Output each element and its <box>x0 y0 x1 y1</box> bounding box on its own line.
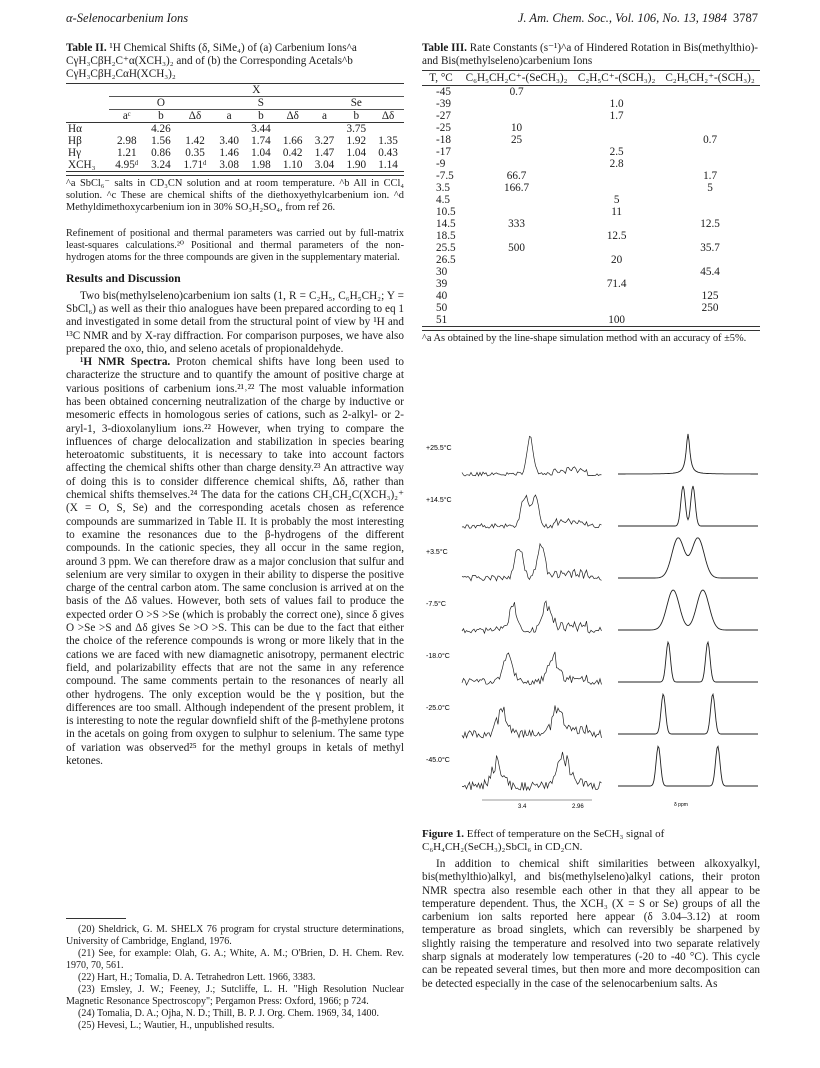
nmr-paragraph-text: Proton chemical shifts have long been used to characterize the structure and to quantify the amount of positive charge at various positions of carbenium ions.²¹˒²² The most valuable information has been obtained concerning neutralization of the charge by inductive or mesomeric effects in homologous series of cations, such as 2-alkyl- or 2-aryl-1, 3-dioxolanylium ions.²² However, when trying to compare the influences of charge delocalization and stabilization in species bearing heteroatomic substituents, it is necessary to take into account factors affecting the chemical shifts other than charge density.²³ An attractive way of doing this is to consider difference chemical shifts, Δδ, rather than chemical shifts themselves.²⁴ The data for the cations CH₃CH₂C(XCH₃)₂⁺ (X = O, S, Se) and the corresponding acetals chosen as reference compounds are summarized in Table II. It is probably the most interesting to examine the resonances due to the β-hydrogens of the different compounds. In the cationic species, they all occur in the same region, around 3 ppm. We can therefore draw as a major conclusion that sulfur and selenium are very similar to oxygen in their ability to disperse the positive charge of the central carbon atom. The same conclusion is arrived at on the basis of the Δδ values. However, both sets of values fail to produce the expected order O >S >Se (which is probably the correct one), since δ gives O >Se >S and Δδ gives Se >O >S. This can be due to the fact that either the choice of the reference compounds is wrong or more likely that in the cations we are faced with new diamagnetic anisotropy, permanent electric field, and polarizability effects that are not the same in any reference compound. The same comments pertain to the resonances of nearly all other hydrogens. The only exception would be the γ position, but the differences are too small. Although independent of the present problem, it is interesting to note the regular downfield shift of the β-methylene protons in the acetals on going from oxygen to sulphur to selenium. The same type of variation was observed²⁵ for the methyl groups in ketals of methyl ketones. <box>66 356 405 767</box>
table3-rate <box>460 158 573 170</box>
table3-rate: 5 <box>707 182 713 194</box>
table3-rate <box>660 206 760 218</box>
table3-rate <box>460 194 573 206</box>
table2-row-label: Hα <box>68 123 82 135</box>
table3-column-header: C₆H₅CH₂C⁺-(SeCH₃)₂ <box>460 71 573 86</box>
temperature-label: -18.0°C <box>426 653 450 660</box>
table2-cell: 3.40 <box>219 135 239 147</box>
table2-subheader: Δδ <box>277 110 309 123</box>
table2-group-header: Se <box>309 97 404 110</box>
table3-rate <box>460 254 573 266</box>
table2-cell: 1.04 <box>251 147 271 159</box>
table2-cell: 3.24 <box>145 159 177 172</box>
table3-rate <box>660 314 760 327</box>
table2-footnote: ^a SbCl₆⁻ salts in CD₃CN solution and at room temperature. ^b All in CCl₄ solution. ^c These are chemical shifts of the diethoxyethylcarbenium ion. ^d Methyldimethoxycarbenium ion in 30% SO₃H₂SO₄, from ref 26. <box>66 175 404 214</box>
table3-rate: 1.7 <box>609 110 624 122</box>
table3-row <box>422 242 760 254</box>
table3-rate <box>573 170 660 182</box>
temperature-label: +14.5°C <box>426 497 452 504</box>
table2-cell: 1.46 <box>219 147 239 159</box>
table3-row <box>422 290 760 302</box>
table3-rate <box>660 158 760 170</box>
journal-name: J. Am. Chem. Soc., Vol. 106, No. 13, 1984 <box>517 11 727 25</box>
table3-row <box>422 98 760 110</box>
table3-rate <box>573 86 660 99</box>
table2-cell: 3.08 <box>213 159 245 172</box>
experimental-spectrum <box>462 495 602 528</box>
table3-rate: 1.0 <box>609 98 624 110</box>
table2-group-header: S <box>213 97 308 110</box>
table3-row <box>422 314 760 327</box>
table2-subheader: Δδ <box>177 110 213 123</box>
table2-x-label: X <box>109 84 405 97</box>
table3-temperature: -18 <box>436 134 451 146</box>
table3-temperature: 25.5 <box>436 242 456 254</box>
table3-rate <box>660 254 760 266</box>
experimental-spectrum <box>462 652 602 685</box>
table3-row <box>422 134 760 146</box>
table2-subheader: a <box>213 110 245 123</box>
results-paragraph-2 <box>66 356 404 768</box>
page-number: 3787 <box>733 11 758 25</box>
table3-temperature: 40 <box>436 290 448 302</box>
table3-temperature: 10.5 <box>436 206 456 218</box>
table3-row <box>422 146 760 158</box>
simulated-spectrum <box>618 538 758 578</box>
table3-column-header: C₂H₅C⁺-(SCH₃)₂ <box>573 71 660 86</box>
experimental-spectrum <box>462 752 602 790</box>
figure-caption-text: Effect of temperature on the SeCH₃ signal of C₆H₄CH₂(SeCH₃)₂SbCl₆ in CD₂CN. <box>422 828 665 853</box>
table3-rate <box>660 230 760 242</box>
table2-cell: 0.35 <box>185 147 205 159</box>
table3-rate: 71.4 <box>606 278 627 290</box>
table3-caption-text: Rate Constants (s⁻¹)^a of Hindered Rotation in Bis(methylthio)- and Bis(methylseleno)carbenium Ions <box>422 42 759 67</box>
table3-temperature: -7.5 <box>436 170 454 182</box>
table2-cell: 1.35 <box>378 135 398 147</box>
table2-cell: 4.95ᵈ <box>109 159 145 172</box>
right-body-text <box>422 858 760 991</box>
table3-rate <box>460 266 573 278</box>
table2-cell: 1.10 <box>277 159 309 172</box>
table2-cell <box>309 123 341 136</box>
table3-rate: 5 <box>613 194 620 206</box>
temperature-label: +3.5°C <box>426 549 448 556</box>
table3-footnote: ^a As obtained by the line-shape simulation method with an accuracy of ±5%. <box>422 330 760 345</box>
table3-rate <box>573 122 660 134</box>
table3-rate <box>460 146 573 158</box>
reference-entry: (24) Tomalia, D. A.; Ojha, N. D.; Thill, B. P. J. Org. Chem. 1969, 34, 1400. <box>78 1008 379 1019</box>
table3-temperature: -39 <box>436 98 451 110</box>
table3-rate: 20 <box>611 254 623 266</box>
table3-rate: 500 <box>508 242 525 254</box>
table2-cell: 1.56 <box>151 135 171 147</box>
simulated-spectrum <box>618 486 758 526</box>
table2-cell: 3.44 <box>251 123 271 135</box>
reference-entry: (25) Hevesi, L.; Wautier, H., unpublished results. <box>78 1020 275 1031</box>
table3-temperature: 26.5 <box>436 254 456 266</box>
table2-cell: 1.14 <box>372 159 404 172</box>
table3-temperature: 4.5 <box>436 194 450 206</box>
table3-rate <box>573 266 660 278</box>
right-paragraph: In addition to chemical shift similarities between alkoxyalkyl, bis(methylthio)alkyl, and bis(methylseleno)alkyl cations, their proton NMR spectra also resemble each other in that they all appear to be temperature dependent. Thus, the XCH₃ (X = S or Se) groups of all the carbenium ion salts reported here appear (δ 3.04–3.12) at room temperature as broad singlets, which can reversibly be sharpened by slightly raising the temperature and resolved into two separate relatively sharp signals at moderately low temperatures (-20 to -40 °C). This cycle can be repeated several times, but then more and more decomposition can be detected especially in the case of the selenocarbenium salts. As <box>422 858 760 990</box>
table3-rate: 100 <box>573 314 660 327</box>
table2-subheader: a <box>309 110 341 123</box>
table3-rate: 333 <box>508 218 525 230</box>
table2-caption-text: ¹H Chemical Shifts (δ, SiMe₄) of (a) Carbenium Ions^a CγH₃CβH₂C⁺α(XCH₃)₂ and of (b) the Corresponding Acetals^b CγH₃CβH₂CαH(XCH₃)₂ <box>66 42 357 80</box>
table2-row-label: Hβ <box>68 135 82 147</box>
axis-tick-label: 3.4 <box>518 804 527 810</box>
simulated-spectrum <box>618 590 758 630</box>
table2-subheader: Δδ <box>372 110 404 123</box>
nmr-spectra-figure <box>422 420 760 830</box>
table3-temperature: -45 <box>436 86 451 98</box>
references <box>66 918 404 1032</box>
table3-rate <box>573 134 660 146</box>
table3-temperature: 30 <box>436 266 448 278</box>
table3-row <box>422 110 760 122</box>
axis-tick-label: 2.96 <box>572 804 584 810</box>
table3-rate <box>660 146 760 158</box>
table3-caption <box>422 42 760 68</box>
table3-rate <box>460 98 573 110</box>
left-column <box>66 42 404 768</box>
table3-rate: 12.5 <box>700 218 720 230</box>
table2-row-label: Hγ <box>68 147 82 159</box>
table3-temperature: -17 <box>436 146 451 158</box>
table3-rate: 35.7 <box>700 242 720 254</box>
table2-cell: 0.43 <box>378 147 398 159</box>
table2-cell: 1.92 <box>346 135 367 147</box>
nmr-subheading: ¹H NMR Spectra. <box>80 356 171 369</box>
table2-cell <box>109 123 145 136</box>
table3-column-header: C₂H₅CH₂⁺-(SCH₃)₂ <box>660 71 760 86</box>
table2-cell: 2.98 <box>116 135 137 147</box>
table3-rate: 45.4 <box>700 266 720 278</box>
journal-citation <box>518 11 758 26</box>
table2-cell: 1.66 <box>282 135 303 147</box>
table3-rate <box>660 86 760 99</box>
table3-row <box>422 158 760 170</box>
table2-caption <box>66 42 404 81</box>
table2-row <box>66 159 404 172</box>
table3-temperature: 39 <box>436 278 448 290</box>
table2-cell: 0.42 <box>282 147 303 159</box>
table2-subheader: b <box>340 110 372 123</box>
simulated-spectrum <box>618 746 758 786</box>
temperature-label: +25.5°C <box>426 445 452 452</box>
table3-temperature: 18.5 <box>436 230 456 242</box>
experimental-spectrum <box>462 544 602 581</box>
reference-entry: (21) See, for example: Olah, G. A.; White, A. M.; O'Brien, D. H. Chem. Rev. 1970, 70, 561. <box>66 948 404 971</box>
table3-rate: 166.7 <box>503 182 530 194</box>
table3-row <box>422 302 760 314</box>
table3-rate: 66.7 <box>506 170 527 182</box>
table3-rate <box>460 278 573 290</box>
table2-row-label: XCH₃ <box>66 159 109 172</box>
temperature-label: -7.5°C <box>426 601 446 608</box>
table3-rate: 250 <box>701 302 719 314</box>
simulated-spectrum <box>618 434 758 474</box>
table3-row <box>422 194 760 206</box>
table3-rate <box>460 206 573 218</box>
table3 <box>422 70 760 327</box>
table2-subheader: aᶜ <box>109 110 145 123</box>
table2-subheader: b <box>245 110 277 123</box>
experimental-spectrum <box>462 436 602 476</box>
table3-row <box>422 122 760 134</box>
table3-rate <box>460 314 573 327</box>
table2-cell <box>372 123 404 136</box>
table3-rate: 0.7 <box>703 134 718 146</box>
axis-unit-label: δ ppm <box>674 802 688 808</box>
table3-rate <box>660 278 760 290</box>
section-heading: Results and Discussion <box>66 270 181 285</box>
table2-cell: 1.74 <box>251 135 271 147</box>
table2-cell <box>213 123 245 136</box>
table3-rate <box>573 302 660 314</box>
table3-rate <box>573 182 660 194</box>
table3-rate <box>573 290 660 302</box>
table2-cell: 0.86 <box>151 147 171 159</box>
table3-row <box>422 218 760 230</box>
table3-rate <box>573 218 660 230</box>
table3-rate: 12.5 <box>606 230 627 242</box>
table2-cell <box>277 123 309 136</box>
table3-temperature: 51 <box>422 314 460 327</box>
table3-rate: 11 <box>611 206 623 218</box>
table2-cell: 1.42 <box>185 135 205 147</box>
table2-cell: 3.04 <box>309 159 341 172</box>
table3-rate <box>660 194 760 206</box>
table3-row <box>422 278 760 290</box>
results-paragraph-1: Two bis(methylseleno)carbenium ion salts (1, R = C₂H₅, C₆H₅CH₂; Y = SbCl₆) as well as their thio analogues have been prepared according to eq 1 and investigated in some detail from the structural point of view by ¹H and ¹³C NMR and by X-ray diffraction. For comparison purposes, we have also prepared the oxo, thio, and seleno acetals of propionaldehyde. <box>66 289 404 355</box>
table2-cell: 1.04 <box>346 147 367 159</box>
table3-rate: 0.7 <box>509 86 524 98</box>
temperature-label: -45.0°C <box>426 757 450 764</box>
references-divider <box>66 918 126 919</box>
table3-rate: 2.5 <box>609 146 624 158</box>
table2-cell: 4.26 <box>151 123 171 135</box>
table2-subheader: b <box>145 110 177 123</box>
table2-row <box>66 135 404 147</box>
simulated-spectrum <box>618 642 758 682</box>
table2-row <box>66 123 404 136</box>
table3-row <box>422 86 760 99</box>
table3-row <box>422 206 760 218</box>
table3-label: Table III. <box>422 42 467 54</box>
table2-cell: 3.75 <box>346 123 367 135</box>
table3-temperature: -9 <box>436 158 446 170</box>
table3-rate: 1.7 <box>703 170 718 182</box>
table3-rate: 10 <box>510 122 523 134</box>
table2-cell: 3.27 <box>314 135 335 147</box>
right-column <box>422 42 760 345</box>
table2-cell: 1.21 <box>116 147 137 159</box>
figure-label: Figure 1. <box>422 828 464 840</box>
table2-cell: 1.90 <box>340 159 372 172</box>
table3-rate <box>573 242 660 254</box>
table3-rate <box>660 122 760 134</box>
table3-rate <box>460 290 573 302</box>
table3-rate <box>660 110 760 122</box>
table2-row <box>66 147 404 159</box>
table3-rate <box>460 110 573 122</box>
table2-cell: 1.98 <box>245 159 277 172</box>
table3-temperature: 14.5 <box>436 218 456 230</box>
table3-rate: 2.8 <box>609 158 624 170</box>
table3-rate <box>660 98 760 110</box>
table3-rate <box>460 302 573 314</box>
table3-rate: 25 <box>510 134 523 146</box>
experimental-spectrum <box>462 705 602 738</box>
table3-row <box>422 266 760 278</box>
table3-row <box>422 182 760 194</box>
table3-temperature: 50 <box>436 302 448 314</box>
table3-row <box>422 254 760 266</box>
figure-caption <box>422 828 760 854</box>
table3-row <box>422 170 760 182</box>
table2-cell: 1.47 <box>314 147 335 159</box>
table2 <box>66 83 404 172</box>
table2-label: Table II. <box>66 42 107 54</box>
refinement-paragraph: Refinement of positional and thermal parameters was carried out by full-matrix least-squares calculations.²⁰ Positional and thermal parameters of the non-hydrogen atoms for the three compounds are given in the supplementary material. <box>66 228 404 264</box>
table3-rate <box>460 230 573 242</box>
temperature-label: -25.0°C <box>426 705 450 712</box>
table2-cell: 1.71ᵈ <box>177 159 213 172</box>
table2-group-header: O <box>109 97 214 110</box>
experimental-spectrum <box>462 601 602 633</box>
reference-entry: (23) Emsley, J. W.; Feeney, J.; Sutcliffe, L. H. "High Resolution Nuclear Magnetic Resonance Spectroscopy"; Pergamon Press: Oxford, 1966; p 724. <box>66 984 404 1007</box>
table3-temperature: -27 <box>436 110 451 122</box>
simulated-spectrum <box>618 694 758 734</box>
running-title: α-Selenocarbenium Ions <box>66 11 189 25</box>
table2-cell <box>177 123 213 136</box>
table3-temperature: 3.5 <box>436 182 450 194</box>
table3-rate: 125 <box>701 290 719 302</box>
table3-row <box>422 230 760 242</box>
reference-entry: (22) Hart, H.; Tomalia, D. A. Tetrahedron Lett. 1966, 3383. <box>78 972 316 983</box>
table3-column-header: T, °C <box>422 71 460 86</box>
reference-entry: (20) Sheldrick, G. M. SHELX 76 program for crystal structure determinations, University of Cambridge, England, 1976. <box>66 924 404 947</box>
table3-temperature: -25 <box>436 122 451 134</box>
